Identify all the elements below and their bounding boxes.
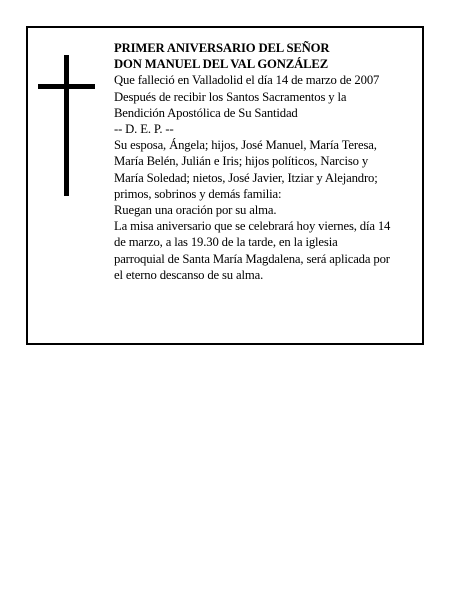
cross-vertical-bar	[64, 55, 69, 196]
death-date-line: Que falleció en Valladolid el día 14 de marzo de 2007	[114, 73, 380, 88]
notice-heading-line-2: DON MANUEL DEL VAL GONZÁLEZ	[114, 57, 329, 72]
notice-heading-line-1: PRIMER ANIVERSARIO DEL SEÑOR	[114, 41, 330, 55]
family-line-4: primos, sobrinos y demás familia:	[114, 186, 282, 201]
family-line-2: María Belén, Julián e Iris; hijos políticos, Narciso y	[114, 154, 369, 169]
notice-text	[114, 40, 424, 283]
mass-info-line-4: el eterno descanso de su alma.	[114, 267, 264, 282]
mass-info-line-2: de marzo, a las 19.30 de la tarde, en la iglesia	[114, 235, 338, 250]
rip-line: -- D. E. P. --	[114, 122, 174, 137]
mass-info-line-1: La misa aniversario que se celebrará hoy viernes, día 14	[114, 219, 391, 234]
blessing-line: Bendición Apostólica de Su Santidad	[114, 105, 298, 120]
cross-horizontal-bar	[38, 84, 95, 89]
family-line-1: Su esposa, Ángela; hijos, José Manuel, María Teresa,	[114, 138, 377, 153]
family-line-3: María Soledad; nietos, José Javier, Itziar y Alejandro;	[114, 170, 378, 185]
sacraments-line: Después de recibir los Santos Sacramentos y la	[114, 89, 347, 104]
prayer-request-line: Ruegan una oración por su alma.	[114, 203, 277, 218]
mass-info-line-3: parroquial de Santa María Magdalena, será aplicada por	[114, 251, 390, 266]
